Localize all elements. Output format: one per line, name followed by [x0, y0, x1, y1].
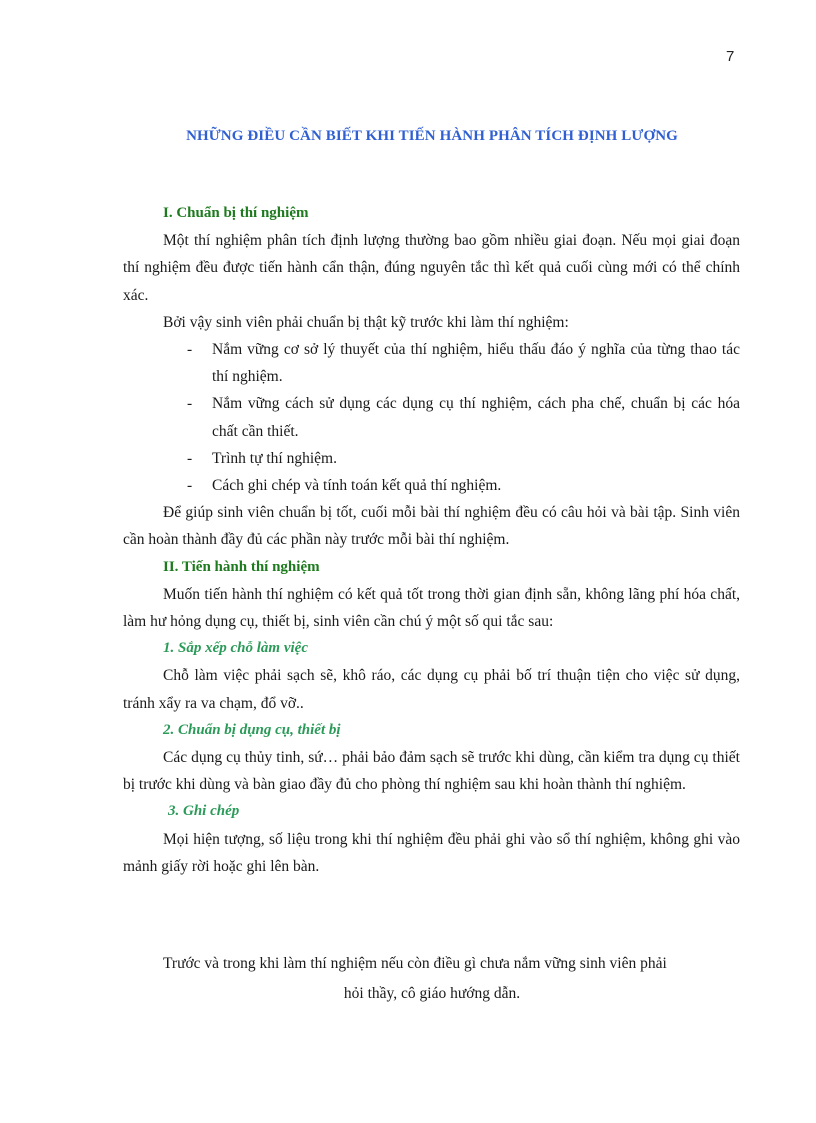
list-item: - Trình tự thí nghiệm.: [187, 449, 337, 467]
section-heading-procedure: II. Tiến hành thí nghiệm: [163, 558, 320, 575]
document-body: [123, 200, 740, 880]
paragraph: Các dụng cụ thủy tinh, sứ… phải bảo đảm sạch sẽ trước khi dùng, cần kiểm tra dụng cụ thiết bị trước khi dùng và bàn giao đầy đủ cho phòng thí nghiệm sau khi hoàn thành thí nghiệm.: [123, 749, 740, 794]
paragraph: Muốn tiến hành thí nghiệm có kết quả tốt trong thời gian định sẵn, không lãng phí hóa chất, làm hư hỏng dụng cụ, thiết bị, sinh viên cần chú ý một số qui tắc sau:: [123, 585, 740, 631]
list-item: - Nắm vững cơ sở lý thuyết của thí nghiệm, hiểu thấu đáo ý nghĩa của từng thao tác thí nghiệm.: [187, 341, 740, 386]
subheading-equipment: 2. Chuẩn bị dụng cụ, thiết bị: [163, 721, 341, 738]
requirements-list: [123, 336, 740, 499]
closing-line-2: hỏi thầy, cô giáo hướng dẫn.: [343, 985, 521, 1002]
paragraph: Chỗ làm việc phải sạch sẽ, khô ráo, các dụng cụ phải bố trí thuận tiện cho việc sử dụng, tránh xẩy ra va chạm, đổ vỡ..: [123, 667, 740, 712]
list-item: - Nắm vững cách sử dụng các dụng cụ thí nghiệm, cách pha chế, chuẩn bị các hóa chất cần thiết.: [187, 395, 740, 440]
closing-line-1: Trước và trong khi làm thí nghiệm nếu còn điều gì chưa nắm vững sinh viên phải: [163, 955, 667, 972]
paragraph: Một thí nghiệm phân tích định lượng thường bao gồm nhiều giai đoạn. Nếu mọi giai đoạn thí nghiệm đều được tiến hành cẩn thận, đúng nguyên tắc thì kết quả cuối cùng mới có thể chính xác.: [123, 232, 740, 304]
section-heading-preparation: I. Chuẩn bị thí nghiệm: [163, 205, 309, 221]
paragraph: Bởi vậy sinh viên phải chuẩn bị thật kỹ trước khi làm thí nghiệm:: [163, 313, 569, 331]
subheading-workspace: 1. Sắp xếp chỗ làm việc: [163, 640, 308, 657]
document-title: NHỮNG ĐIỀU CẦN BIẾT KHI TIẾN HÀNH PHÂN TÍCH ĐỊNH LƯỢNG: [186, 128, 678, 144]
list-item: - Cách ghi chép và tính toán kết quả thí nghiệm.: [187, 477, 502, 495]
subheading-recording: 3. Ghi chép: [168, 803, 240, 820]
page-number: 7: [726, 48, 735, 65]
closing-note: [163, 950, 723, 1008]
paragraph: Để giúp sinh viên chuẩn bị tốt, cuối mỗi bài thí nghiệm đều có câu hỏi và bài tập. Sinh viên cần hoàn thành đầy đủ các phần này trước mỗi bài thí nghiệm.: [123, 504, 740, 549]
paragraph: Mọi hiện tượng, số liệu trong khi thí nghiệm đều phải ghi vào sổ thí nghiệm, không ghi vào mảnh giấy rời hoặc ghi lên bàn.: [123, 830, 740, 875]
